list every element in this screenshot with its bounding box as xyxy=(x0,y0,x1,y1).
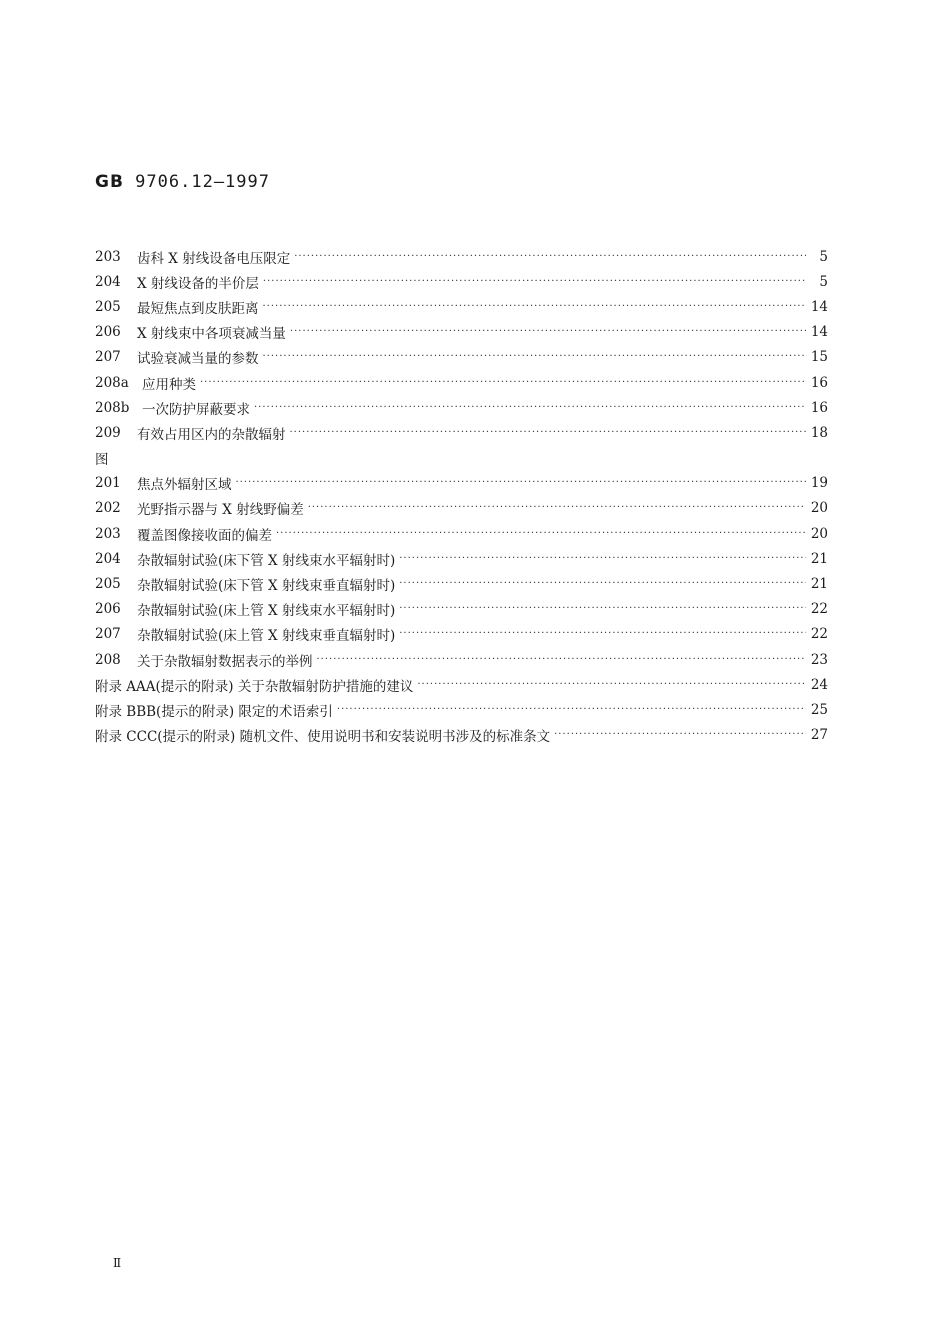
toc-number: 205 xyxy=(95,576,121,593)
dot-leader xyxy=(200,376,806,390)
toc-number: 209 xyxy=(95,424,121,441)
toc-number: 203 xyxy=(95,248,121,265)
toc-row-appendix[interactable] xyxy=(95,697,828,722)
toc-title: 光野指示器与 X 射线野偏差 xyxy=(137,502,304,519)
standard-number: 9706.12—1997 xyxy=(135,172,270,192)
toc-row-table[interactable] xyxy=(95,244,828,269)
toc-page: 14 xyxy=(810,298,828,315)
toc-row-table[interactable] xyxy=(95,294,828,319)
dot-leader xyxy=(399,552,806,566)
toc-number: 202 xyxy=(95,500,121,517)
toc-number: 205 xyxy=(95,298,121,315)
toc-title: 杂散辐射试验(床下管 X 射线束垂直辐射时) xyxy=(137,578,396,595)
toc-number: 204 xyxy=(95,273,121,290)
dot-leader xyxy=(263,350,807,364)
toc-page: 22 xyxy=(810,601,828,618)
toc-title: 附录 AAA(提示的附录) 关于杂散辐射防护措施的建议 xyxy=(95,678,414,695)
toc-page: 5 xyxy=(819,273,828,290)
toc-number: 208a xyxy=(95,374,129,391)
dot-leader xyxy=(263,275,806,289)
dot-leader xyxy=(554,728,806,742)
toc-title: 有效占用区内的杂散辐射 xyxy=(137,426,286,443)
toc-title: 最短焦点到皮肤距离 xyxy=(137,300,259,317)
dot-leader xyxy=(294,250,806,264)
toc-row-figure[interactable] xyxy=(95,471,828,496)
dot-leader xyxy=(236,476,807,490)
toc-page: 19 xyxy=(810,475,828,492)
dot-leader xyxy=(308,501,806,515)
toc-row-figure[interactable] xyxy=(95,597,828,622)
toc-page: 5 xyxy=(819,248,828,265)
figures-section-label: 图 xyxy=(95,452,109,469)
toc-row-table[interactable] xyxy=(95,320,828,345)
toc-row-figure[interactable] xyxy=(95,571,828,596)
toc-page: 16 xyxy=(810,374,828,391)
dot-leader xyxy=(290,426,807,440)
toc-number: 207 xyxy=(95,626,121,643)
toc-row-table[interactable] xyxy=(95,370,828,395)
toc-number: 206 xyxy=(95,601,121,618)
toc-title: 附录 BBB(提示的附录) 限定的术语索引 xyxy=(95,703,333,720)
dot-leader xyxy=(337,703,806,717)
toc-row-appendix[interactable] xyxy=(95,672,828,697)
table-of-contents xyxy=(95,244,828,748)
standard-header xyxy=(95,172,270,192)
toc-title: 关于杂散辐射数据表示的举例 xyxy=(137,653,313,670)
toc-title: 一次防护屏蔽要求 xyxy=(142,401,250,418)
toc-page: 20 xyxy=(810,525,828,542)
standard-prefix: GB xyxy=(95,172,124,192)
page-number-footer: Ⅱ xyxy=(113,1256,122,1270)
toc-title: 杂散辐射试验(床下管 X 射线束水平辐射时) xyxy=(137,552,396,569)
toc-number: 208b xyxy=(95,399,130,416)
dot-leader xyxy=(276,527,806,541)
toc-page: 25 xyxy=(810,701,828,718)
toc-row-figure[interactable] xyxy=(95,496,828,521)
toc-page: 23 xyxy=(810,651,828,668)
dot-leader xyxy=(399,602,806,616)
toc-title: 焦点外辐射区域 xyxy=(137,477,232,494)
toc-page: 24 xyxy=(810,676,828,693)
toc-row-figure[interactable] xyxy=(95,546,828,571)
toc-row-appendix[interactable] xyxy=(95,723,828,748)
toc-page: 21 xyxy=(810,550,828,567)
toc-title: 杂散辐射试验(床上管 X 射线束水平辐射时) xyxy=(137,603,396,620)
toc-number: 208 xyxy=(95,651,121,668)
toc-page: 21 xyxy=(810,576,828,593)
dot-leader xyxy=(417,678,806,692)
toc-title: 应用种类 xyxy=(142,376,196,393)
toc-number: 203 xyxy=(95,525,121,542)
toc-row-table[interactable] xyxy=(95,345,828,370)
toc-title: 试验衰减当量的参数 xyxy=(137,351,259,368)
toc-page: 14 xyxy=(810,324,828,341)
toc-row-table[interactable] xyxy=(95,269,828,294)
toc-row-figure[interactable] xyxy=(95,622,828,647)
toc-page: 20 xyxy=(810,500,828,517)
toc-title: 杂散辐射试验(床上管 X 射线束垂直辐射时) xyxy=(137,628,396,645)
toc-number: 206 xyxy=(95,324,121,341)
dot-leader xyxy=(317,653,807,667)
toc-page: 15 xyxy=(810,349,828,366)
toc-page: 16 xyxy=(810,399,828,416)
toc-title: 覆盖图像接收面的偏差 xyxy=(137,527,272,544)
dot-leader xyxy=(290,325,806,339)
toc-title: 齿科 X 射线设备电压限定 xyxy=(137,250,291,267)
toc-page: 18 xyxy=(810,424,828,441)
toc-title: X 射线设备的半价层 xyxy=(137,275,259,292)
toc-number: 201 xyxy=(95,475,121,492)
dot-leader xyxy=(399,627,806,641)
toc-page: 27 xyxy=(810,727,828,744)
toc-title: X 射线束中各项衰减当量 xyxy=(137,326,286,343)
dot-leader xyxy=(399,577,806,591)
toc-row-table[interactable] xyxy=(95,395,828,420)
toc-row-figure[interactable] xyxy=(95,647,828,672)
dot-leader xyxy=(254,401,806,415)
toc-number: 207 xyxy=(95,349,121,366)
dot-leader xyxy=(263,300,807,314)
toc-title: 附录 CCC(提示的附录) 随机文件、使用说明书和安装说明书涉及的标准条文 xyxy=(95,729,551,746)
toc-number: 204 xyxy=(95,550,121,567)
toc-page: 22 xyxy=(810,626,828,643)
toc-row-table[interactable] xyxy=(95,420,828,445)
toc-row-figure[interactable] xyxy=(95,521,828,546)
